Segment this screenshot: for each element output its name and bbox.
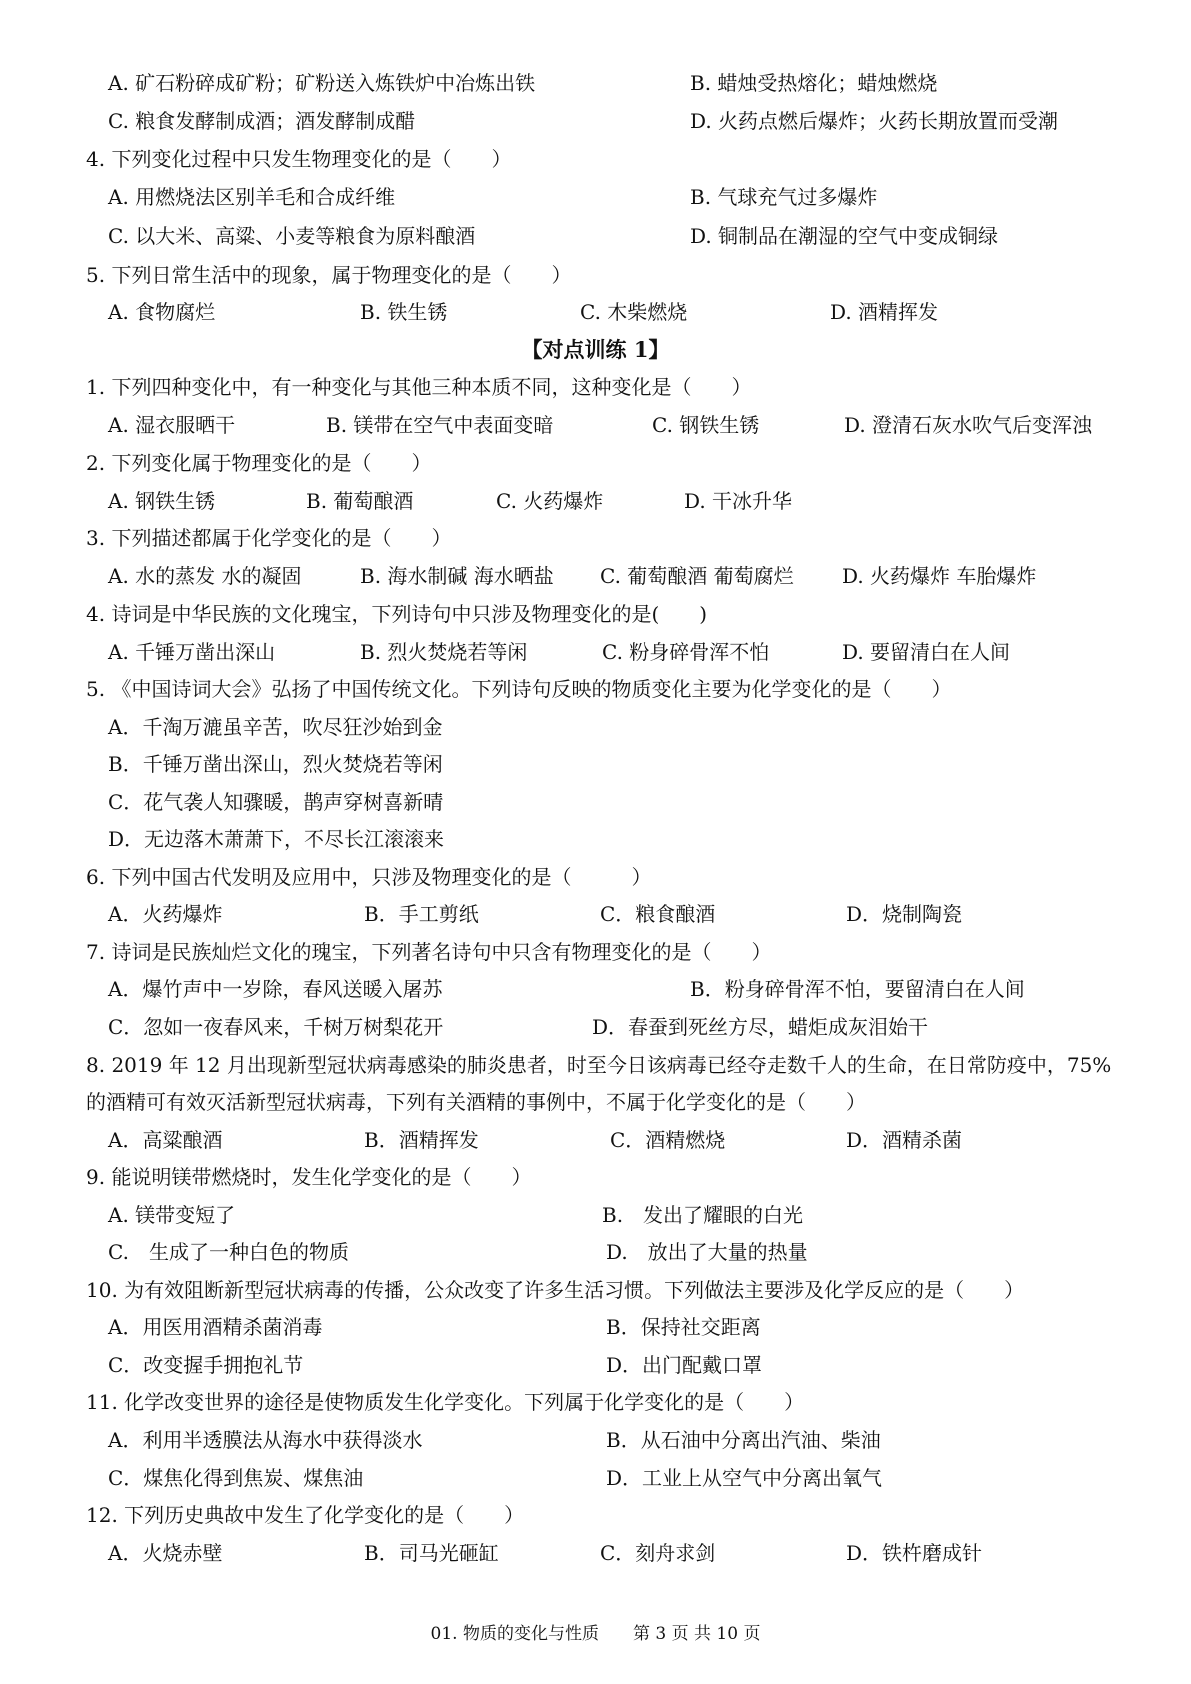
answer-option: C．改变握手拥抱礼节 — [108, 1353, 304, 1377]
answer-option: C. 葡萄酿酒 葡萄腐烂 — [600, 564, 794, 588]
question-line — [0, 1273, 1191, 1307]
answer-option: C．酒精燃烧 — [610, 1128, 726, 1152]
question-text: 4. 诗词是中华民族的文化瑰宝，下列诗句中只涉及物理变化的是( ) — [86, 602, 708, 626]
question-line — [0, 370, 1191, 404]
answer-option: A. 千锤万凿出深山 — [108, 640, 276, 664]
options-line — [0, 822, 1191, 856]
answer-option: A．用医用酒精杀菌消毒 — [108, 1315, 323, 1339]
answer-option: B. 葡萄酿酒 — [306, 489, 414, 513]
options-line — [0, 1310, 1191, 1344]
options-line — [0, 219, 1191, 253]
answer-option: A．火药爆炸 — [108, 902, 223, 926]
answer-option: A．利用半透膜法从海水中获得淡水 — [108, 1428, 423, 1452]
question-text: 7. 诗词是民族灿烂文化的瑰宝，下列著名诗句中只含有物理变化的是（ ） — [86, 940, 772, 964]
answer-option: D．铁杵磨成针 — [846, 1541, 983, 1565]
options-line — [0, 1461, 1191, 1495]
answer-option: A. 水的蒸发 水的凝固 — [108, 564, 302, 588]
options-line — [0, 972, 1191, 1006]
section-heading: 【对点训练 1】 — [521, 337, 670, 362]
page-footer: 01. 物质的变化与性质 第 3 页 共 10 页 — [430, 1624, 761, 1644]
options-line — [0, 1010, 1191, 1044]
question-line — [0, 597, 1191, 631]
question-text: 10. 为有效阻断新型冠状病毒的传播，公众改变了许多生活习惯。下列做法主要涉及化学反应的是（ ） — [86, 1278, 1025, 1302]
answer-option: A. 矿石粉碎成矿粉；矿粉送入炼铁炉中冶炼出铁 — [108, 71, 536, 95]
answer-option: C．花气袭人知骤暖，鹊声穿树喜新晴 — [108, 790, 444, 814]
question-text: 2. 下列变化属于物理变化的是（ ） — [86, 451, 432, 475]
answer-option: B. 镁带在空气中表面变暗 — [326, 413, 554, 437]
options-line — [0, 1423, 1191, 1457]
answer-option: D. 酒精挥发 — [830, 300, 939, 324]
answer-option: B．司马光砸缸 — [364, 1541, 499, 1565]
options-line — [0, 295, 1191, 329]
answer-option: D．出门配戴口罩 — [606, 1353, 763, 1377]
question-text: 5. 《中国诗词大会》弘扬了中国传统文化。下列诗句反映的物质变化主要为化学变化的是（ ） — [86, 677, 952, 701]
answer-option: A．火烧赤壁 — [108, 1541, 223, 1565]
answer-option: A. 镁带变短了 — [108, 1203, 236, 1227]
options-line — [0, 408, 1191, 442]
answer-option: B. 发出了耀眼的白光 — [602, 1203, 804, 1227]
answer-option: B. 烈火焚烧若等闲 — [360, 640, 528, 664]
question-text: 11. 化学改变世界的途径是使物质发生化学变化。下列属于化学变化的是（ ） — [86, 1390, 805, 1414]
question-line — [0, 1498, 1191, 1532]
question-text: 的酒精可有效灭活新型冠状病毒，下列有关酒精的事例中，不属于化学变化的是（ ） — [86, 1090, 866, 1114]
options-line — [0, 1348, 1191, 1382]
question-text: 8. 2019 年 12 月出现新型冠状病毒感染的肺炎患者，时至今日该病毒已经夺走数千人的生命，在日常防疫中，75% — [86, 1053, 1112, 1077]
options-line — [0, 635, 1191, 669]
question-line — [0, 258, 1191, 292]
question-text: 3. 下列描述都属于化学变化的是（ ） — [86, 526, 452, 550]
answer-option: B．从石油中分离出汽油、柴油 — [606, 1428, 881, 1452]
question-line — [0, 860, 1191, 894]
options-line — [0, 785, 1191, 819]
answer-option: C. 生成了一种白色的物质 — [108, 1240, 349, 1264]
answer-option: C．煤焦化得到焦炭、煤焦油 — [108, 1466, 364, 1490]
answer-option: C. 粉身碎骨浑不怕 — [602, 640, 770, 664]
question-line — [0, 521, 1191, 555]
answer-option: B. 气球充气过多爆炸 — [690, 185, 878, 209]
answer-option: D. 要留清白在人间 — [842, 640, 1011, 664]
answer-option: C．忽如一夜春风来，千树万树梨花开 — [108, 1015, 444, 1039]
options-line — [0, 1123, 1191, 1157]
answer-option: B．酒精挥发 — [364, 1128, 479, 1152]
options-line — [0, 180, 1191, 214]
answer-option: C. 火药爆炸 — [496, 489, 604, 513]
answer-option: A．爆竹声中一岁除，春风送暖入屠苏 — [108, 977, 443, 1001]
answer-option: C. 木柴燃烧 — [580, 300, 688, 324]
question-text: 9. 能说明镁带燃烧时，发生化学变化的是（ ） — [86, 1165, 532, 1189]
options-line — [0, 104, 1191, 138]
answer-option: A. 钢铁生锈 — [108, 489, 216, 513]
answer-option: B. 蜡烛受热熔化；蜡烛燃烧 — [690, 71, 938, 95]
answer-option: D．无边落木萧萧下，不尽长江滚滚来 — [108, 827, 445, 851]
answer-option: D．春蚕到死丝方尽，蜡炬成灰泪始干 — [592, 1015, 929, 1039]
answer-option: D. 铜制品在潮湿的空气中变成铜绿 — [690, 224, 999, 248]
question-line — [0, 142, 1191, 176]
options-line — [0, 747, 1191, 781]
answer-option: D. 干冰升华 — [684, 489, 793, 513]
options-line — [0, 66, 1191, 100]
answer-option: B．手工剪纸 — [364, 902, 479, 926]
question-line — [0, 446, 1191, 480]
answer-option: D. 澄清石灰水吹气后变浑浊 — [844, 413, 1093, 437]
options-line — [0, 897, 1191, 931]
answer-option: A．千淘万漉虽辛苦，吹尽狂沙始到金 — [108, 715, 443, 739]
question-text: 4. 下列变化过程中只发生物理变化的是（ ） — [86, 147, 512, 171]
options-line — [0, 1536, 1191, 1570]
question-line — [0, 672, 1191, 706]
question-text: 6. 下列中国古代发明及应用中，只涉及物理变化的是（ ） — [86, 865, 652, 889]
answer-option: A．高粱酿酒 — [108, 1128, 223, 1152]
answer-option: D．工业上从空气中分离出氧气 — [606, 1466, 883, 1490]
options-line — [0, 1198, 1191, 1232]
answer-option: A. 湿衣服晒干 — [108, 413, 236, 437]
answer-option: B．千锤万凿出深山，烈火焚烧若等闲 — [108, 752, 443, 776]
answer-option: A. 食物腐烂 — [108, 300, 216, 324]
answer-option: C．粮食酿酒 — [600, 902, 716, 926]
answer-option: C. 以大米、高粱、小麦等粮食为原料酿酒 — [108, 224, 476, 248]
answer-option: B．粉身碎骨浑不怕，要留清白在人间 — [690, 977, 1025, 1001]
answer-option: D. 放出了大量的热量 — [606, 1240, 808, 1264]
answer-option: A. 用燃烧法区别羊毛和合成纤维 — [108, 185, 396, 209]
answer-option: D. 火药爆炸 车胎爆炸 — [842, 564, 1037, 588]
options-line — [0, 559, 1191, 593]
answer-option: D. 火药点燃后爆炸；火药长期放置而受潮 — [690, 109, 1059, 133]
options-line — [0, 484, 1191, 518]
answer-option: C. 钢铁生锈 — [652, 413, 760, 437]
options-line — [0, 710, 1191, 744]
options-line — [0, 1235, 1191, 1269]
answer-option: D．烧制陶瓷 — [846, 902, 963, 926]
answer-option: C. 粮食发酵制成酒；酒发酵制成醋 — [108, 109, 416, 133]
answer-option: B. 海水制碱 海水晒盐 — [360, 564, 554, 588]
question-line — [0, 935, 1191, 969]
answer-option: D．酒精杀菌 — [846, 1128, 963, 1152]
answer-option: C．刻舟求剑 — [600, 1541, 716, 1565]
question-line — [0, 1160, 1191, 1194]
question-text: 1. 下列四种变化中，有一种变化与其他三种本质不同，这种变化是（ ） — [86, 375, 752, 399]
answer-option: B．保持社交距离 — [606, 1315, 761, 1339]
question-text: 5. 下列日常生活中的现象，属于物理变化的是（ ） — [86, 263, 572, 287]
question-text: 12. 下列历史典故中发生了化学变化的是（ ） — [86, 1503, 525, 1527]
answer-option: B. 铁生锈 — [360, 300, 448, 324]
question-line — [0, 1385, 1191, 1419]
